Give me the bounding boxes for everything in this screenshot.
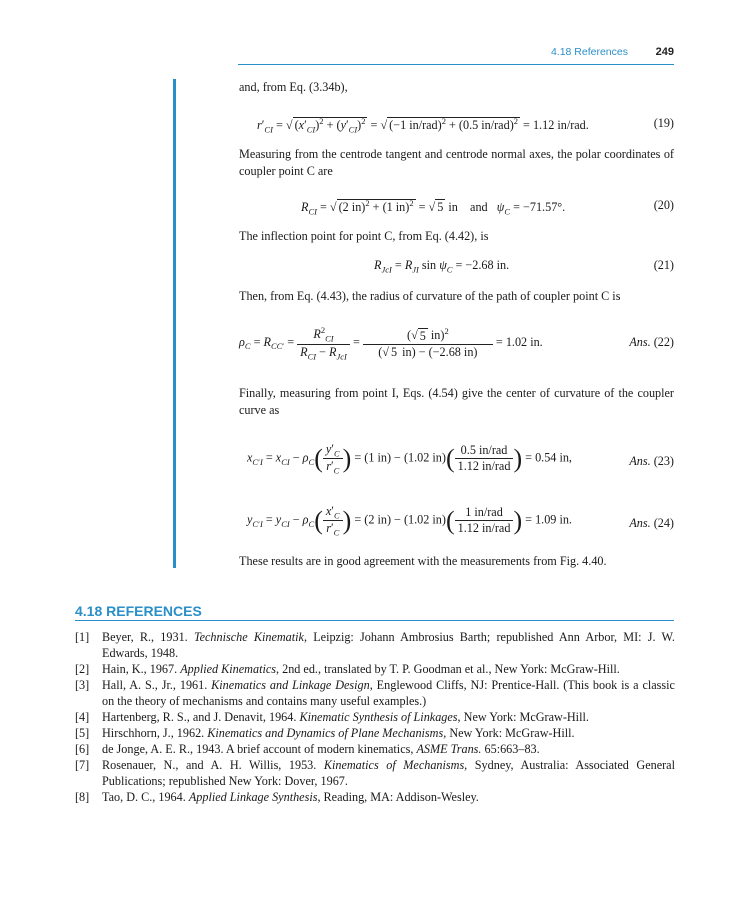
eq23-ans-label: Ans.	[629, 454, 651, 468]
page-number: 249	[655, 46, 674, 58]
para-eq21: The inflection point for point C, from Eq. (4.42), is	[239, 229, 489, 243]
eq22-tag: (22)	[653, 335, 674, 349]
eq24-tag: (24)	[653, 516, 674, 530]
equation-20: $R_{CI}$ = √ (2 in)$^2$ + (1 in)$^2$ = √ 5 in and $\psi_C = -71.57^\circ$. (20)	[301, 198, 674, 217]
para-eq23: Finally, measuring from point I, Eqs. (4.54) give the center of curvature of the coupler curve as	[239, 386, 674, 417]
eq20-tag: (20)	[653, 198, 674, 212]
para-eq20: Measuring from the centrode tangent and centrode normal axes, the polar coordinates of coupler point C are	[239, 147, 674, 178]
reference-item: [2] Hain, K., 1967. Applied Kinematics, 2nd ed., translated by T. P. Goodman et al., New York: McGraw-Hill.	[75, 662, 620, 676]
equation-24: $y_{C'I} = y_{CI} - \rho_C$( $\frac{x'_C}{r'_C}$ ) = (2 in) − (1.02 in)( $\frac{\text{1 in/rad}}{\text{1.12 in/rad}}$ ) = 1.09 in. Ans. (24)	[247, 504, 674, 538]
equation-23: $x_{C'I} = x_{CI} - \rho_C$( $\frac{y'_C}{r'_C}$ ) = (1 in) − (1.02 in)( $\frac{\text{0.5 in/rad}}{\text{1.12 in/rad}}$ ) = 0.54 in, Ans. (23)	[247, 442, 674, 476]
reference-item: [6] de Jonge, A. E. R., 1943. A brief account of modern kinematics, ASME Trans. 65:663–83.	[75, 742, 540, 756]
running-header	[238, 46, 674, 65]
reference-list	[75, 629, 675, 805]
side-rule	[173, 79, 176, 568]
reference-item: [8] Tao, D. C., 1964. Applied Linkage Synthesis, Reading, MA: Addison-Wesley.	[75, 790, 479, 804]
references-title: 4.18 REFERENCES	[75, 603, 674, 621]
reference-item: [5] Hirschhorn, J., 1962. Kinematics and Dynamics of Plane Mechanisms, New York: McGraw-Hill.	[75, 726, 575, 740]
eq24-ans-label: Ans.	[629, 516, 651, 530]
reference-item: [1] Beyer, R., 1931. Technische Kinematik, Leipzig: Johann Ambrosius Barth; republished Ann Arbor, MI: J. W. Edwards, 1948.	[75, 630, 675, 660]
reference-item: [7] Rosenauer, N., and A. H. Willis, 1953. Kinematics of Mechanisms, Sydney, Australia: Associated General Publications; republished New York: Dover, 1967.	[75, 758, 675, 788]
eq23-tag: (23)	[653, 454, 674, 468]
intro-eq19: and, from Eq. (3.34b),	[239, 80, 348, 94]
header-section-title: 4.18 References	[550, 46, 628, 58]
eq22-ans-label: Ans.	[629, 335, 651, 349]
equation-22: $\rho_C = R_{CC'}$ = $\frac{R^2_{CI}}{R_{CI} - R_{JcI}}$ = $\frac{(√ 5 in)^2}{(√ 5 in) - (-2.68 in)}$ = 1.02 in. Ans. (22)	[239, 325, 674, 361]
eq21-tag: (21)	[653, 258, 674, 272]
eq19-tag: (19)	[653, 116, 674, 130]
equation-21: $R_{JcI} = R_{JI}$ $\sin \psi_C = -2.68$ in. (21)	[374, 258, 674, 275]
para-eq22: Then, from Eq. (4.43), the radius of curvature of the path of coupler point C is	[239, 289, 621, 303]
reference-item: [3] Hall, A. S., Jr., 1961. Kinematics and Linkage Design, Englewood Cliffs, NJ: Prentice-Hall. (This book is a classic on the theory of mechanisms and contains many useful examples.)	[75, 678, 675, 708]
reference-item: [4] Hartenberg, R. S., and J. Denavit, 1964. Kinematic Synthesis of Linkages, New York: McGraw-Hill.	[75, 710, 589, 724]
equation-19: $r'_{CI}$ = √ $(x'_{CI})^2 + (y'_{CI})^2$ = √ (−1 in/rad)$^2$ + (0.5 in/rad)$^2$ = 1.12 in/rad. (19)	[257, 116, 674, 135]
conclusion: These results are in good agreement with the measurements from Fig. 4.40.	[239, 554, 607, 568]
